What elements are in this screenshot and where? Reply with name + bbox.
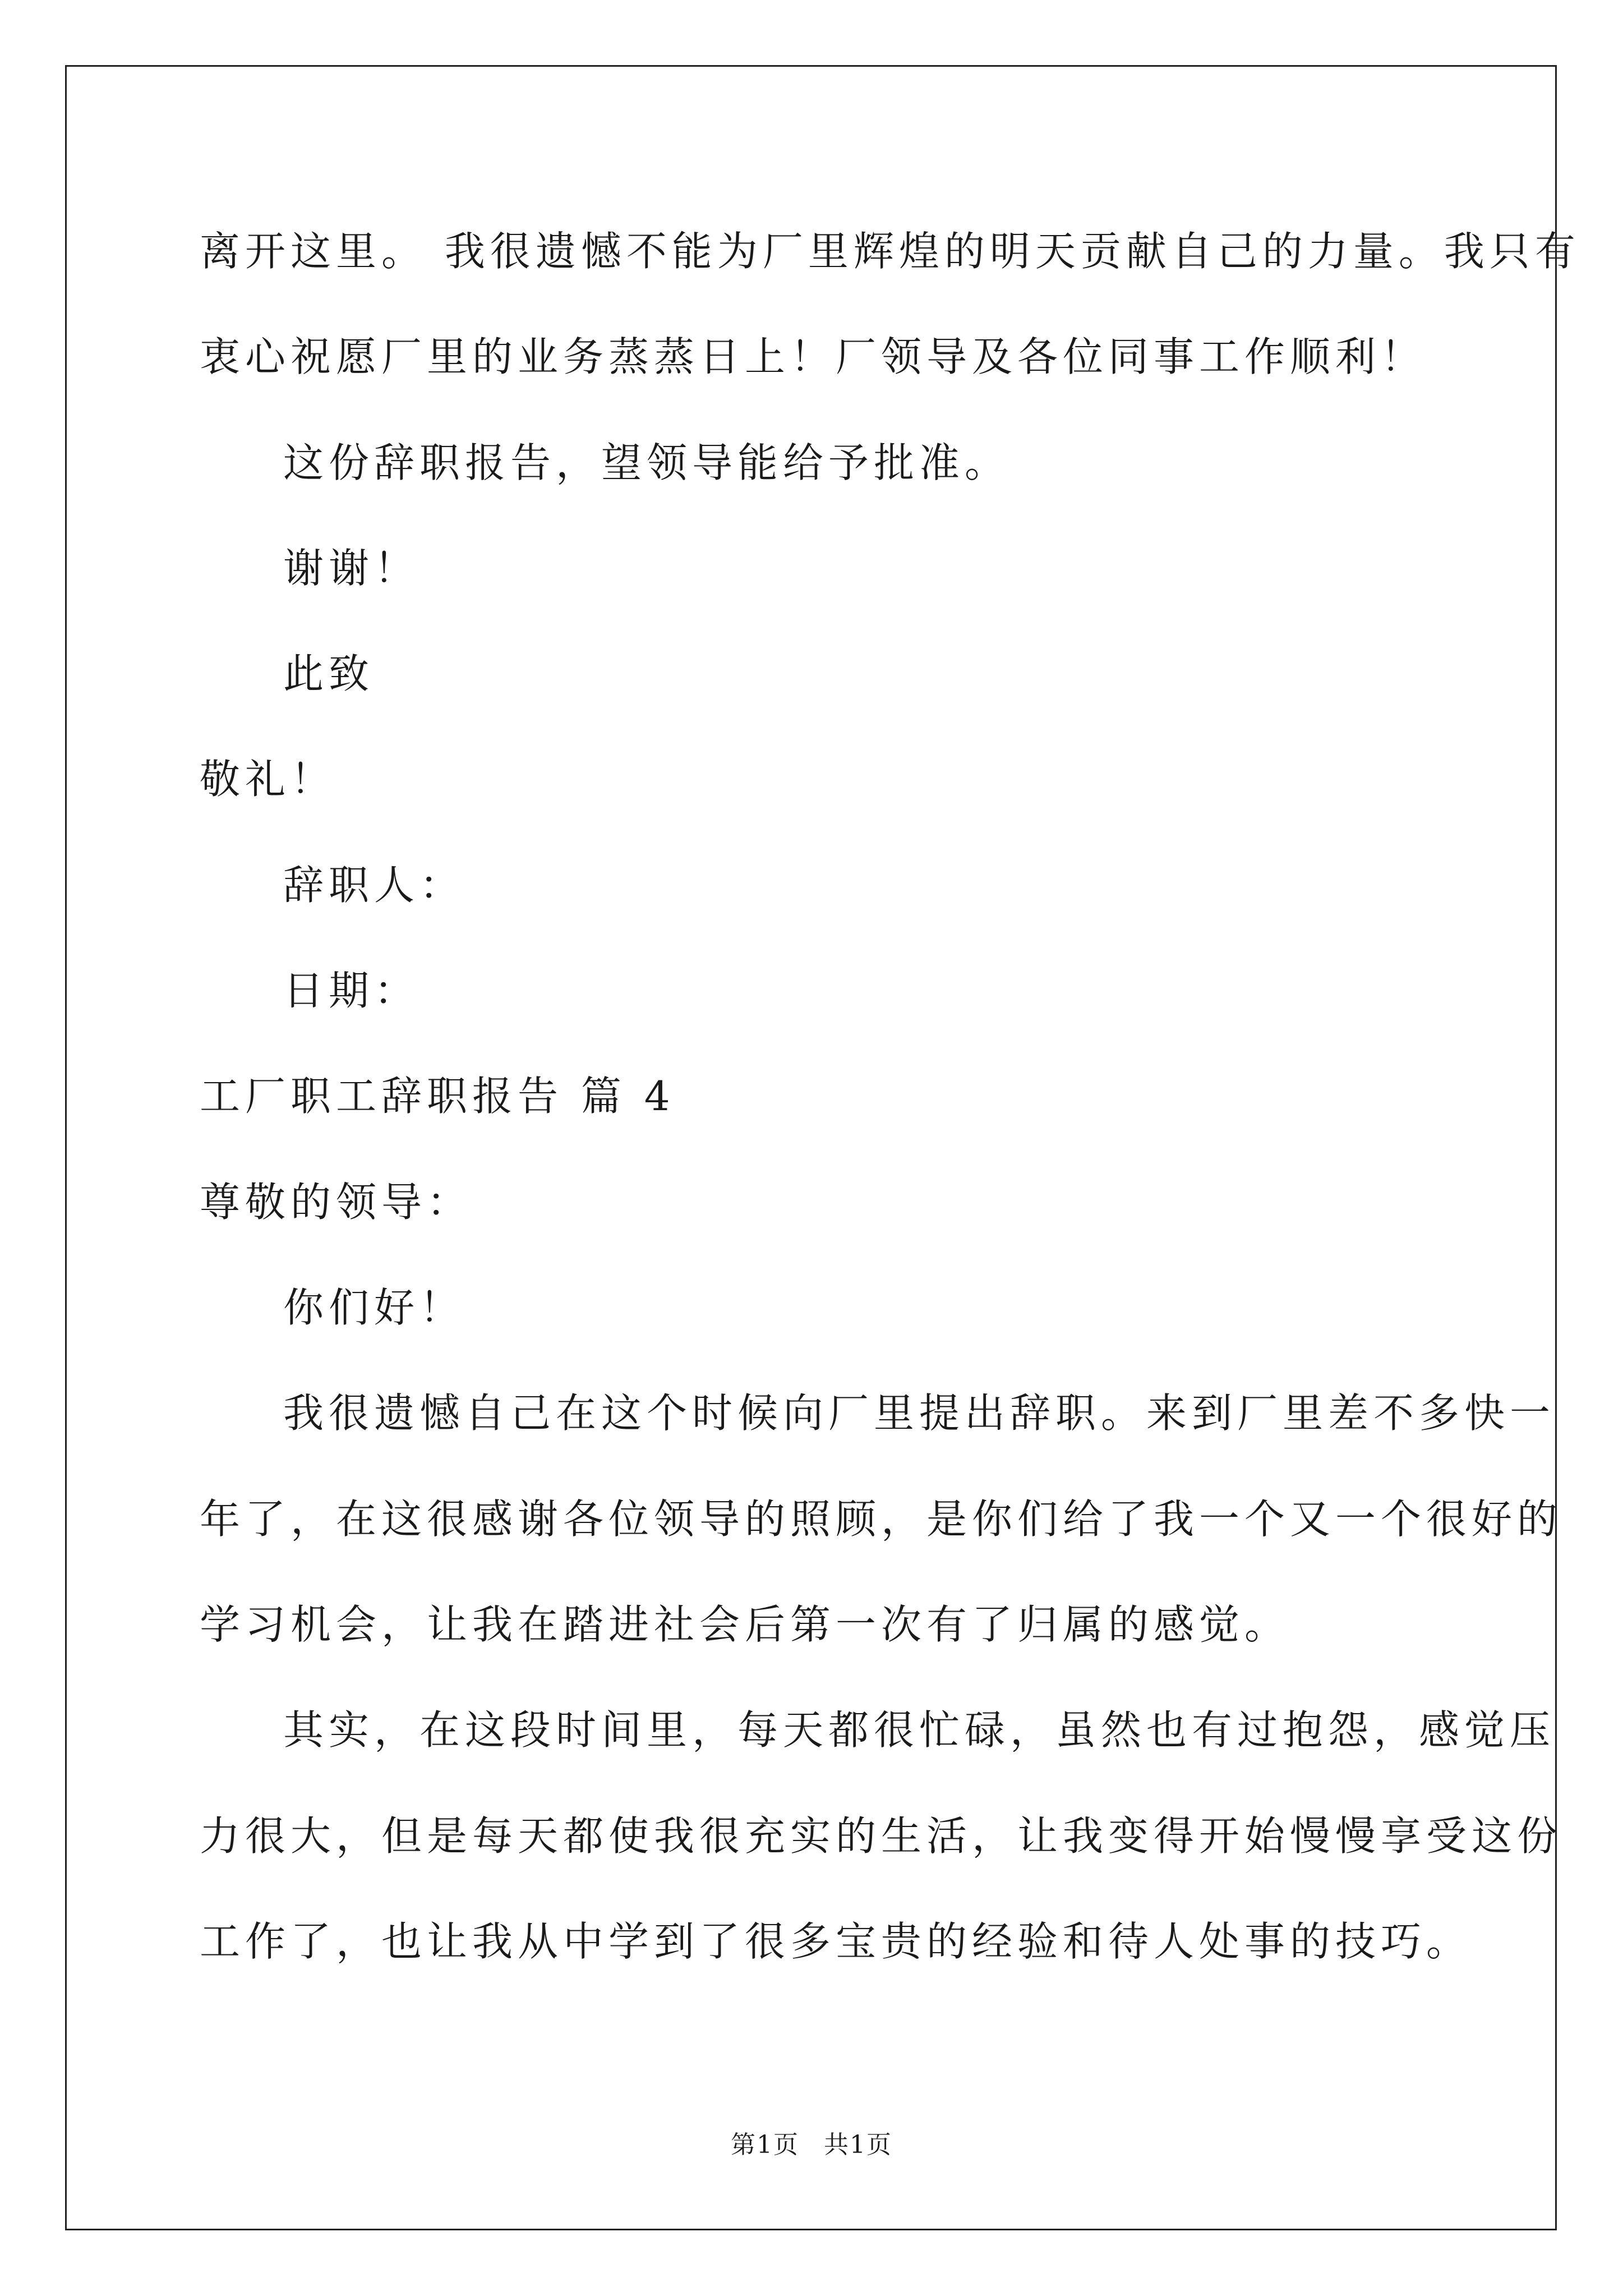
greeting: 尊敬的领导：: [200, 1179, 473, 1226]
page-footer: [0, 2128, 1623, 2162]
page-border: [65, 65, 1557, 2230]
greeting: 你们好！: [283, 1284, 465, 1331]
signature-label: 辞职人：: [283, 862, 465, 909]
date-label: 日期：: [283, 967, 420, 1014]
paragraph-line: 学习机会，让我在踏进社会后第一次有了归属的感觉。: [200, 1601, 1290, 1648]
paragraph-line: 离开这里。 我很遗憾不能为厂里辉煌的明天贡献自己的力量。我只有: [200, 228, 1580, 275]
paragraph-line: 我很遗憾自己在这个时候向厂里提出辞职。来到厂里差不多快一: [283, 1389, 1556, 1437]
section-heading: 工厂职工辞职报告 篇 4: [200, 1073, 675, 1120]
paragraph-line: 力很大，但是每天都使我很充实的生活，让我变得开始慢慢享受这份: [200, 1812, 1563, 1860]
closing-salutation: 敬礼！: [200, 756, 336, 803]
paragraph-line: 谢谢！: [283, 545, 420, 592]
paragraph-line: 工作了，也让我从中学到了很多宝贵的经验和待人处事的技巧。: [200, 1918, 1472, 1965]
page-number: 第1页: [731, 2131, 799, 2159]
page-total: 共1页: [824, 2131, 892, 2159]
paragraph-line: 这份辞职报告，望领导能给予批准。: [283, 439, 1011, 486]
closing-salutation: 此致: [283, 650, 375, 697]
paragraph-line: 衷心祝愿厂里的业务蒸蒸日上！厂领导及各位同事工作顺利！: [200, 333, 1427, 380]
paragraph-line: 其实，在这段时间里，每天都很忙碌，虽然也有过抱怨，感觉压: [283, 1706, 1556, 1754]
paragraph-line: 年了，在这很感谢各位领导的照顾，是你们给了我一个又一个很好的: [200, 1496, 1563, 1543]
